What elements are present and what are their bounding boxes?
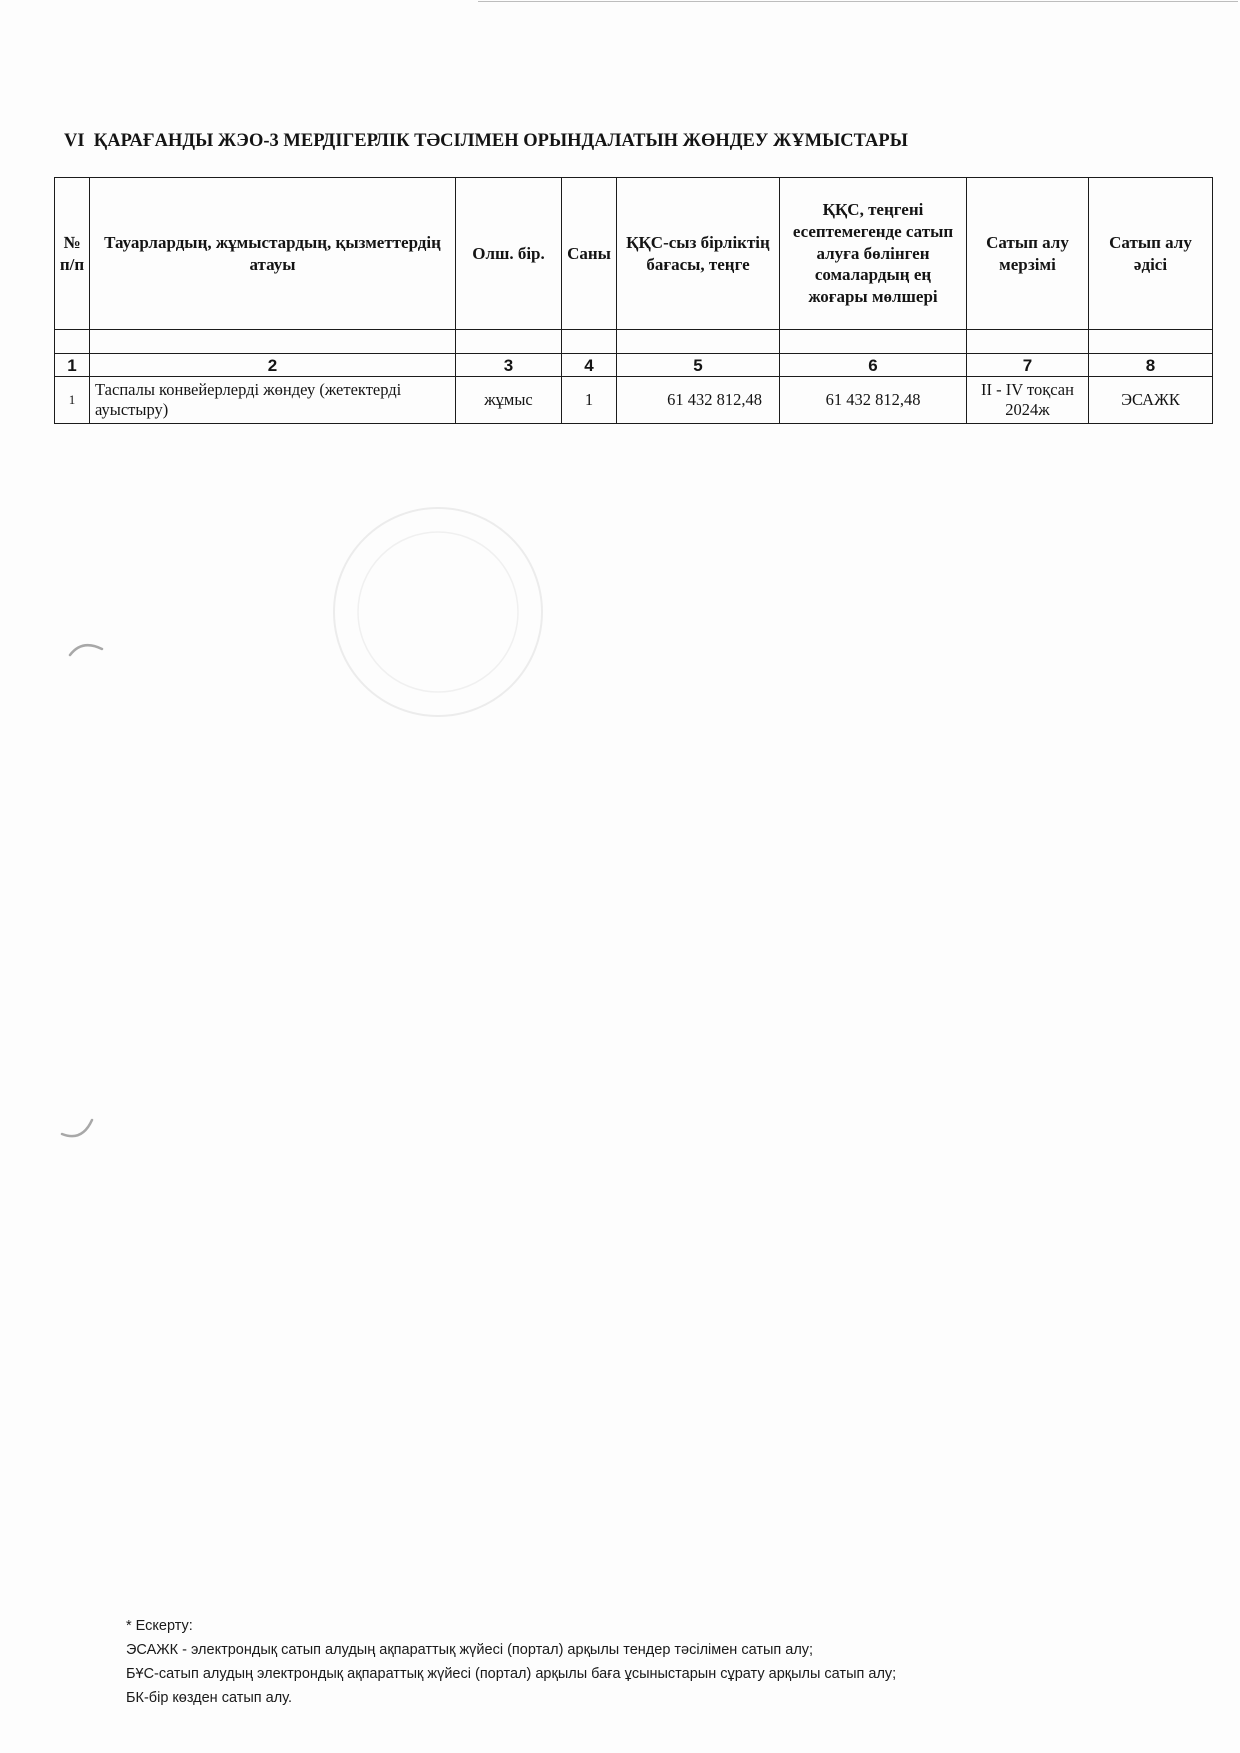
table-row — [55, 377, 1213, 424]
table-header-unit: Олш. бір. — [456, 178, 562, 330]
column-number-2: 2 — [90, 354, 456, 377]
blank-cell — [780, 330, 967, 354]
footnote-heading: * Ескерту: — [126, 1618, 193, 1634]
blank-cell — [90, 330, 456, 354]
cell-name: Таспалы конвейерлерді жөндеу (жетектерді ауыстыру) — [90, 377, 456, 424]
footnote-line: ЭСАЖК - электрондық сатып алудың ақпараттық жүйесі (портал) арқылы тендер тәсілімен сатып алу; — [126, 1642, 814, 1658]
cell-unit-price: 61 432 812,48 — [617, 377, 780, 424]
table-header-number: № п/п — [55, 178, 90, 330]
table-header-procurement-period: Сатып алу мерзімі — [967, 178, 1089, 330]
table-header-procurement-method: Сатып алу әдісі — [1089, 178, 1213, 330]
column-number-8: 8 — [1089, 354, 1213, 377]
table-header-name: Тауарлардың, жұмыстардың, қызметтердің атауы — [90, 178, 456, 330]
cell-max-amount: 61 432 812,48 — [780, 377, 967, 424]
column-number-6: 6 — [780, 354, 967, 377]
cell-unit: жұмыс — [456, 377, 562, 424]
page-title: VI ҚАРАҒАНДЫ ЖЭО-3 МЕРДІГЕРЛІК ТӘСІЛМЕН ОРЫНДАЛАТЫН ЖӨНДЕУ ЖҰМЫСТАРЫ — [64, 131, 908, 151]
punch-hole-mark — [70, 645, 102, 655]
column-number-row — [55, 354, 1213, 377]
blank-row — [55, 330, 1213, 354]
blank-cell — [55, 330, 90, 354]
footnote-line: БК-бір көзден сатып алу. — [126, 1690, 292, 1706]
table-header-max-amount: ҚҚС, теңгені есептемегенде сатып алуға бөлінген сомалардың ең жоғары мөлшері — [780, 178, 967, 330]
cell-number: 1 — [55, 377, 90, 424]
cell-procurement-method: ЭСАЖК — [1089, 377, 1213, 424]
procurement-table — [54, 177, 1213, 424]
stamp-mark — [334, 508, 542, 716]
blank-cell — [1089, 330, 1213, 354]
column-number-7: 7 — [967, 354, 1089, 377]
table-header-quantity: Саны — [562, 178, 617, 330]
cell-procurement-period: II - IV тоқсан 2024ж — [967, 377, 1089, 424]
cell-quantity: 1 — [562, 377, 617, 424]
footnotes — [126, 1614, 896, 1710]
blank-cell — [562, 330, 617, 354]
column-number-5: 5 — [617, 354, 780, 377]
punch-hole-mark — [62, 1120, 92, 1136]
footnote-line: БҰС-сатып алудың электрондық ақпараттық жүйесі (портал) арқылы баға ұсыныстарын сұрату арқылы сатып алу; — [126, 1666, 897, 1682]
scan-edge-line — [478, 1, 1238, 2]
column-number-1: 1 — [55, 354, 90, 377]
table-header-row — [55, 178, 1213, 330]
column-number-3: 3 — [456, 354, 562, 377]
table-header-unit-price: ҚҚС-сыз бірліктің бағасы, теңге — [617, 178, 780, 330]
column-number-4: 4 — [562, 354, 617, 377]
blank-cell — [967, 330, 1089, 354]
blank-cell — [617, 330, 780, 354]
blank-cell — [456, 330, 562, 354]
